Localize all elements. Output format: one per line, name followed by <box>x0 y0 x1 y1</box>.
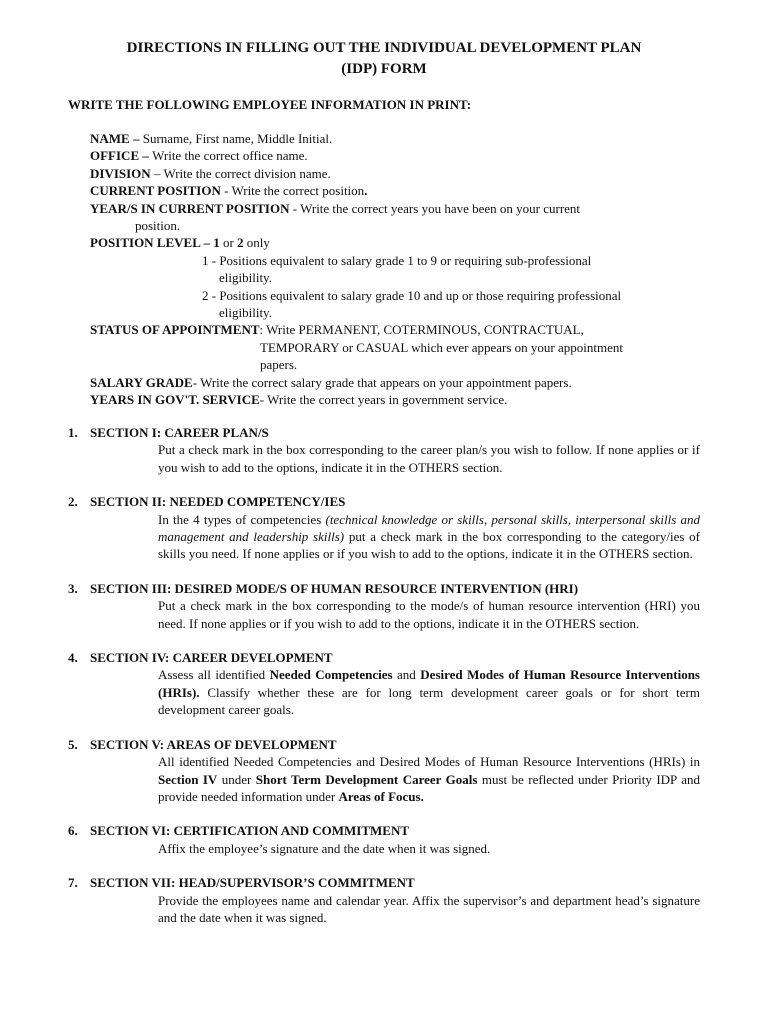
field-text: Write the correct years you have been on your current <box>300 200 581 216</box>
field-name: NAME – Surname, First name, Middle Initial. <box>90 131 333 146</box>
section-heading: 6. SECTION VI: CERTIFICATION AND COMMITMENT <box>68 823 410 839</box>
field-text: - Write the correct salary grade that appears on your appointment papers. <box>192 374 572 390</box>
employee-info-list <box>90 130 710 409</box>
section-body: Assess all identified Needed Competencies and Desired Modes of Human Resource Interventions (HRIs). Classify whether these are for long term development career goals or for short term development career goals. <box>158 667 700 718</box>
field-current-position: CURRENT POSITION - Write the correct position. <box>90 183 368 199</box>
section-5 <box>68 736 700 806</box>
field-salary-grade <box>90 374 710 391</box>
section-heading: 5. SECTION V: AREAS OF DEVELOPMENT <box>68 736 337 752</box>
section-2 <box>68 493 700 563</box>
field-division: DIVISION – Write the correct division name. <box>90 165 331 181</box>
field-label: NAME <box>90 131 130 146</box>
field-text: : Write PERMANENT, COTERMINOUS, CONTRACTUAL, <box>259 322 584 338</box>
field-continuation: papers. <box>260 357 298 373</box>
field-position-level: POSITION LEVEL – 1 or 2 only <box>90 235 270 251</box>
field-text: Surname, First name, Middle Initial. <box>142 131 333 146</box>
section-1 <box>68 424 700 476</box>
section-heading: 7. SECTION VII: HEAD/SUPERVISOR’S COMMITMENT <box>68 875 415 891</box>
title-line-2: (IDP) FORM <box>341 61 427 77</box>
section-body: Put a check mark in the box corresponding to the mode/s of human resource intervention (HRI) you need. If none applies or if you wish to add to the options, indicate it in the OTHERS section. <box>158 598 700 631</box>
field-label: POSITION LEVEL <box>90 235 201 251</box>
field-text: Write the correct office name. <box>152 148 308 164</box>
section-4 <box>68 649 700 719</box>
section-body: Put a check mark in the box corresponding to the career plan/s you wish to follow. If none applies or if you wish to add to the options, indicate it in the OTHERS section. <box>158 442 700 475</box>
field-label: YEAR/S IN CURRENT POSITION <box>90 200 290 216</box>
field-label: YEARS IN GOV'T. SERVICE <box>90 392 260 408</box>
sections-list <box>68 424 700 943</box>
section-heading: 2. SECTION II: NEEDED COMPETENCY/IES <box>68 494 346 510</box>
section-heading: 4. SECTION IV: CAREER DEVELOPMENT <box>68 650 333 666</box>
section-body: Affix the employee’s signature and the date when it was signed. <box>158 840 491 856</box>
field-text: - Write the correct years in government service. <box>259 392 508 408</box>
section-7 <box>68 874 700 926</box>
field-office: OFFICE – Write the correct office name. <box>90 148 308 164</box>
field-label: OFFICE <box>90 148 140 164</box>
field-label: DIVISION <box>90 165 151 181</box>
document-title <box>60 38 708 80</box>
section-3 <box>68 580 700 632</box>
field-status-of-appointment <box>90 321 710 338</box>
field-text: Write the correct position <box>231 183 365 199</box>
section-body: In the 4 types of competencies (technical knowledge or skills, personal skills, interpersonal skills and management and leadership skills) put a check mark in the box corresponding to the category/ies of skills you need. If none applies or if you wish to add to the options, indicate it in the OTHERS section. <box>158 511 700 562</box>
field-text: Write the correct division name. <box>163 165 331 181</box>
field-years-govt-service <box>90 391 710 408</box>
field-years-current-position: YEAR/S IN CURRENT POSITION - Write the correct years you have been on your current <box>90 200 581 216</box>
position-level-1: 1 - Positions equivalent to salary grade 1 to 9 or requiring sub-professional eligibility. <box>202 252 592 286</box>
field-label: CURRENT POSITION <box>90 183 221 199</box>
section-heading: 3. SECTION III: DESIRED MODE/S OF HUMAN RESOURCE INTERVENTION (HRI) <box>68 580 579 596</box>
title-line-1: DIRECTIONS IN FILLING OUT THE INDIVIDUAL DEVELOPMENT PLAN <box>126 40 642 56</box>
section-6 <box>68 822 700 857</box>
employee-info-heading: WRITE THE FOLLOWING EMPLOYEE INFORMATION IN PRINT: <box>68 97 472 112</box>
position-level-2: 2 - Positions equivalent to salary grade 10 and up or those requiring professional eligibility. <box>202 287 622 321</box>
field-label: SALARY GRADE <box>90 374 193 390</box>
field-label: STATUS OF APPOINTMENT <box>90 322 260 338</box>
section-heading: 1. SECTION I: CAREER PLAN/S <box>68 425 269 440</box>
field-continuation: TEMPORARY or CASUAL which ever appears on your appointment <box>260 339 623 355</box>
field-continuation: position. <box>135 218 181 234</box>
section-body: Provide the employees name and calendar year. Affix the supervisor’s and department head’s signature and the date when it was signed. <box>158 892 700 925</box>
section-body: All identified Needed Competencies and Desired Modes of Human Resource Interventions (HRIs) in Section IV under Short Term Development Career Goals must be reflected under Priority IDP and provide needed information under Areas of Focus. <box>158 754 700 804</box>
